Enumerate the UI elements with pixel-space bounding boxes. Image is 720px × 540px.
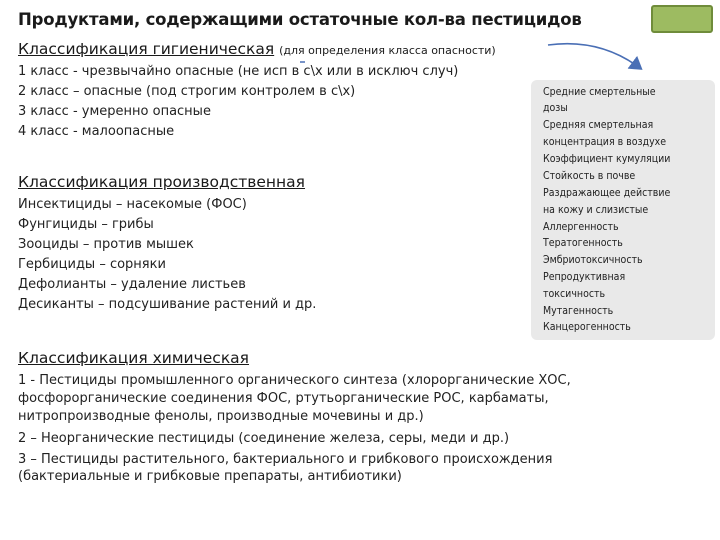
chemical-line-5: 3 – Пестициды растительного, бактериального и грибкового происхождения [18, 452, 553, 467]
chemical-line-2: фосфорорганические соединения ФОС, ртутьорганические РОС, карбаматы, [18, 391, 549, 406]
industrial-item-4: Гербициды – сорняки [18, 257, 166, 272]
chemical-line-3: нитропроизводные фенолы, производные мочевины и др.) [18, 409, 424, 424]
criteria-line-4: концентрация в воздухе [543, 136, 667, 148]
hygienic-heading: Классификация гигиеническая [18, 40, 275, 58]
criteria-line-12: Репродуктивная [543, 271, 626, 283]
industrial-item-6: Десиканты – подсушивание растений и др. [18, 297, 317, 312]
criteria-line-13: токсичность [543, 288, 606, 300]
chemical-line-4: 2 – Неорганические пестициды (соединение железа, серы, меди и др.) [18, 431, 510, 446]
criteria-line-7: Раздражающее действие [543, 187, 671, 199]
criteria-line-14: Мутагенность [543, 305, 614, 317]
industrial-item-5: Дефолианты – удаление листьев [18, 277, 246, 292]
hygienic-item-4: 4 класс - малоопасные [18, 124, 175, 139]
criteria-line-5: Коэффициент кумуляции [543, 153, 671, 165]
hygienic-note: (для определения класса опасности) [279, 44, 496, 57]
criteria-line-3: Средняя смертельная [543, 119, 654, 131]
criteria-line-10: Тератогенность [543, 237, 623, 249]
criteria-line-1: Средние смертельные [543, 86, 656, 98]
chemical-heading: Классификация химическая [18, 349, 250, 367]
page-title: Продуктами, содержащими остаточные кол-ва пестицидов [18, 10, 582, 29]
chemical-line-6: (бактериальные и грибковые препараты, антибиотики) [18, 469, 402, 484]
hygienic-heading-row [18, 40, 496, 58]
criteria-line-2: дозы [543, 102, 568, 114]
hygienic-item-2: 2 класс – опасные (под строгим контролем в с\х) [18, 84, 356, 99]
criteria-line-9: Аллергенность [543, 221, 619, 233]
hygienic-item-3: 3 класс - умеренно опасные [18, 104, 211, 119]
criteria-line-6: Стойкость в почве [543, 170, 636, 182]
industrial-heading-row [18, 173, 305, 191]
criteria-line-8: на кожу и слизистые [543, 204, 649, 216]
industrial-item-3: Зооциды – против мышек [18, 237, 194, 252]
chemical-heading-row [18, 349, 249, 367]
hygienic-item-1: 1 класс - чрезвычайно опасные (не исп в с\х или в исключ случ) [18, 64, 459, 79]
industrial-heading: Классификация производственная [18, 173, 306, 191]
green-highlight-box [651, 5, 713, 33]
criteria-line-15: Канцерогенность [543, 321, 631, 333]
industrial-item-2: Фунгициды – грибы [18, 217, 154, 232]
criteria-line-11: Эмбриотоксичность [543, 254, 643, 266]
chemical-line-1: 1 - Пестициды промышленного органического синтеза (хлорорганические ХОС, [18, 373, 571, 388]
industrial-item-1: Инсектициды – насекомые (ФОС) [18, 197, 247, 212]
